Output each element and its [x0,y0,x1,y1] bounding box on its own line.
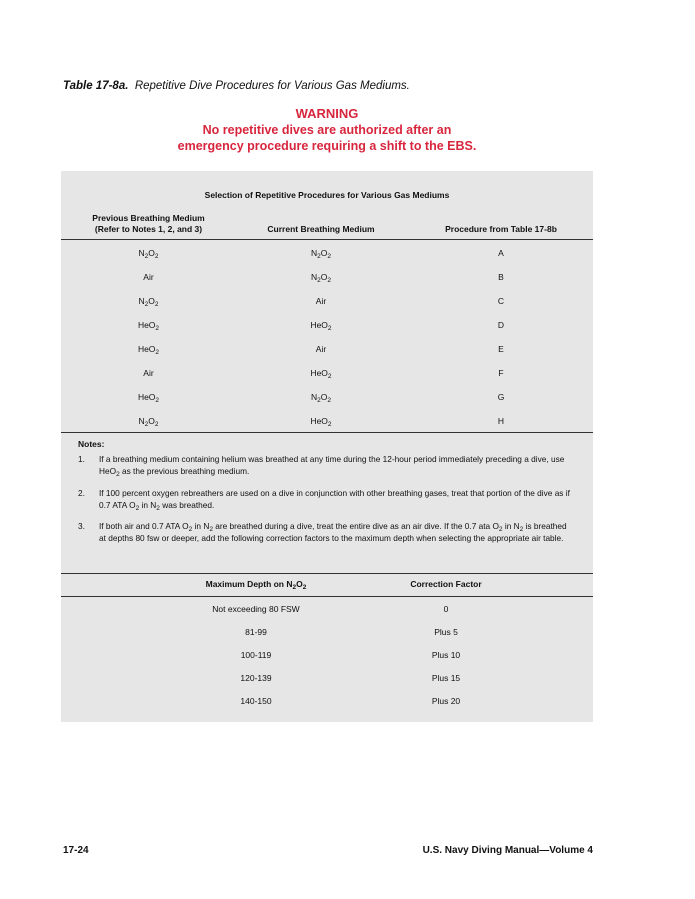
warning-line-2: emergency procedure requiring a shift to the EBS. [177,139,477,153]
table2-cell-depth: 140-150 [240,696,272,706]
note-number: 2. [78,488,85,498]
table2-top-divider [61,573,593,574]
table2-cell-depth: Not exceeding 80 FSW [212,604,300,614]
warning-title: WARNING [295,106,359,121]
note-text: If both air and 0.7 ATA $O_2$ in $N_2$ are breathed during a dive, treat the entire dive as an air dive. If the 0.7 ata $O_2$ in $N_2$ is breathed at depths 80 fsw or deeper, add the following correction factors to the maximum depth when selecting the appropriate air table. [99,521,567,543]
table1-bottom-divider [61,432,593,433]
footer-page-number: 17-24 [63,845,89,856]
header-previous-line1: Previous Breathing Medium [92,213,205,223]
table-title: Selection of Repetitive Procedures for Various Gas Mediums [204,190,450,200]
note-number: 3. [78,521,85,531]
table1-cell-procedure: G [497,392,505,402]
notes-heading: Notes: [78,439,105,449]
header-previous-line2: (Refer to Notes 1, 2, and 3) [94,224,203,234]
header-current-medium: Current Breathing Medium [267,224,375,234]
header-procedure: Procedure from Table 17-8b [445,224,557,234]
warning-block [60,106,594,154]
table-panel [61,171,593,722]
table1-cell-previous: Air [143,272,154,282]
table1-cell-current: $N_2O_2$ [310,272,331,284]
table-caption-label: Table 17-8a. [63,80,129,92]
table-caption [63,80,410,92]
table1-cell-current: HeO$_2$ [310,416,332,428]
table1-cell-procedure: C [497,296,505,306]
header-divider [61,239,593,240]
table1-cell-previous: HeO$_2$ [137,320,160,332]
table1-cell-previous: HeO$_2$ [137,392,160,404]
table1-cell-current: HeO$_2$ [310,320,332,332]
table1-cell-procedure: D [497,320,505,330]
note-number: 1. [78,454,85,464]
table2-cell-depth: 81-99 [245,627,267,637]
table1-cell-previous: $N_2O_2$ [138,296,159,308]
table1-cell-procedure: A [498,248,504,258]
table1-cell-current: $N_2O_2$ [310,248,331,260]
table1-cell-procedure: E [498,344,504,354]
table2-cell-depth: 120-139 [240,673,272,683]
table2-cell-factor: Plus 5 [434,627,458,637]
table2-cell-factor: 0 [443,604,449,614]
table-caption-text: Repetitive Dive Procedures for Various Gas Mediums. [134,80,410,92]
table1-cell-previous: $N_2O_2$ [138,248,159,260]
table2-cell-factor: Plus 10 [431,650,461,660]
table1-cell-previous: Air [143,368,154,378]
table2-header-divider [61,596,593,597]
table2-cell-depth: 100-119 [240,650,272,660]
table1-cell-current: HeO$_2$ [310,368,332,380]
table2-cell-factor: Plus 20 [431,696,461,706]
header-correction-factor: Correction Factor [410,579,482,589]
table1-cell-procedure: F [498,368,504,378]
header-max-depth: Maximum Depth on $N_2O_2$ [205,579,307,591]
note-text: If a breathing medium containing helium was breathed at any time during the 12-hour period immediately preceding a dive, use HeO$_2$ as the previous breathing medium. [99,454,565,478]
table1-cell-current: $N_2O_2$ [310,392,331,404]
table1-cell-current: Air [315,344,327,354]
table1-cell-procedure: B [498,272,504,282]
header-previous-medium [71,213,226,235]
note-text: If 100 percent oxygen rebreathers are used on a dive in conjunction with other breathing gases, treat that portion of the dive as if 0.7 ATA $O_2$ in $N_2$ was breathed. [99,488,570,512]
table1-cell-current: Air [315,296,327,306]
table1-cell-previous: HeO$_2$ [137,344,160,356]
footer-title: U.S. Navy Diving Manual—Volume 4 [422,845,593,856]
table2-cell-factor: Plus 15 [431,673,461,683]
table1-cell-procedure: H [497,416,505,426]
warning-line-1: No repetitive dives are authorized after an [202,123,452,137]
table1-cell-previous: $N_2O_2$ [138,416,159,428]
